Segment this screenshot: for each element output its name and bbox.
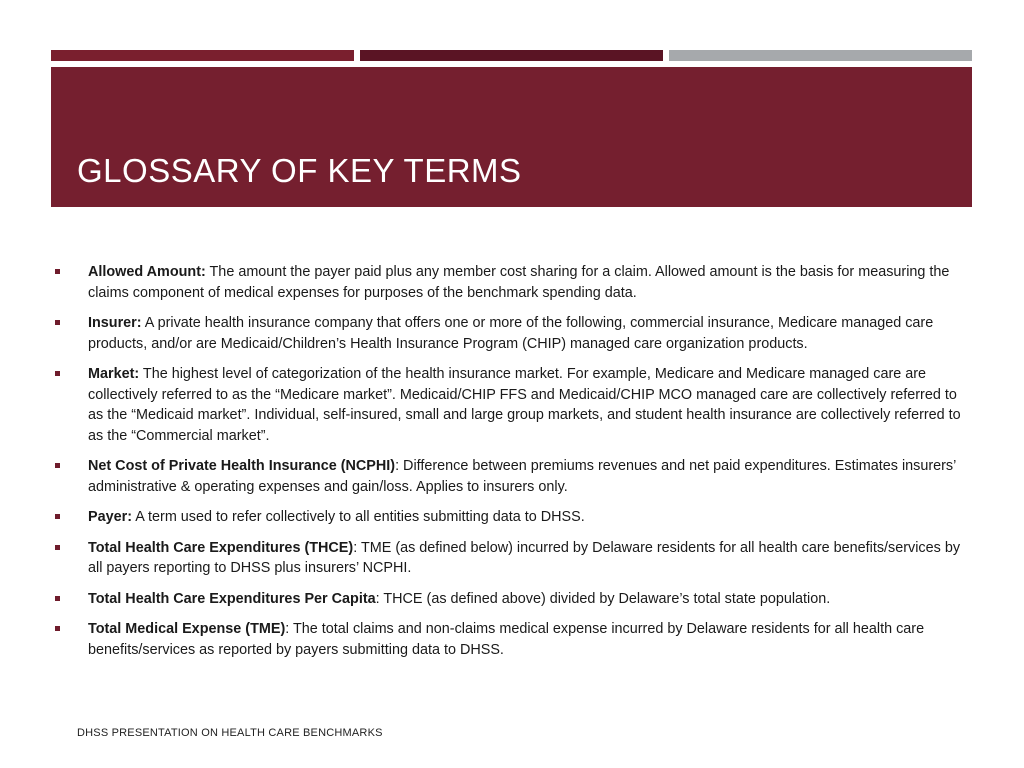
top-accent-bar-2 [360, 50, 663, 61]
title-band [51, 67, 972, 207]
square-bullet-icon [55, 320, 60, 325]
glossary-term: Total Medical Expense (TME) [88, 621, 286, 637]
footer-text: DHSS PRESENTATION ON HEALTH CARE BENCHMARKS [77, 727, 383, 739]
glossary-item [51, 313, 972, 354]
glossary-term: Total Health Care Expenditures (THCE) [88, 539, 354, 556]
square-bullet-icon [55, 463, 60, 468]
glossary-definition: The highest level of categorization of the health insurance market. For example, Medicare and Medicare managed care are collectively referred to as the “Medicare market”. Medicaid/CHIP FFS and Medicaid/CHIP MCO managed care are collectively referred to as the “Medicaid market”. Individual, self-insured, small and large group markets, and student health insurance are collectively referred to as the “Commercial market”. [88, 366, 961, 444]
top-accent-bar-1 [51, 50, 354, 61]
glossary-term: Insurer: [88, 315, 142, 331]
top-accent-bar-3 [669, 50, 972, 61]
glossary-term: Market: [88, 366, 140, 382]
glossary-definition: : Difference between premiums revenues and net paid expenditures. Estimates insurers’ administrative & operating expenses and gain/loss. Applies to insurers only. [88, 458, 956, 495]
glossary-definition: A private health insurance company that offers one or more of the following, commercial insurance, Medicare managed care products, and/or are Medicaid/Children’s Health Insurance Program (CHIP) managed care organization products. [88, 315, 934, 352]
glossary-definition: The amount the payer paid plus any member cost sharing for a claim. Allowed amount is the basis for measuring the claims component of medical expenses for purposes of the benchmark spending data. [88, 264, 950, 301]
glossary-definition: A term used to refer collectively to all entities submitting data to DHSS. [132, 509, 585, 525]
square-bullet-icon [55, 596, 60, 601]
square-bullet-icon [55, 545, 60, 550]
slide-title: GLOSSARY OF KEY TERMS [77, 152, 522, 189]
glossary-list [51, 262, 972, 670]
glossary-item [51, 538, 972, 579]
glossary-definition: : THCE (as defined above) divided by Delaware’s total state population. [375, 590, 831, 607]
glossary-item [51, 507, 972, 528]
square-bullet-icon [55, 371, 60, 376]
glossary-definition: : TME (as defined below) incurred by Delaware residents for all health care benefits/services by all payers reporting to DHSS plus insurers’ NCPHI. [88, 539, 961, 576]
glossary-item [51, 456, 972, 497]
glossary-item [51, 619, 972, 660]
square-bullet-icon [55, 269, 60, 274]
square-bullet-icon [55, 514, 60, 519]
glossary-item [51, 364, 972, 446]
glossary-term: Payer: [88, 509, 133, 525]
glossary-term: Allowed Amount: [88, 264, 206, 280]
glossary-term: Net Cost of Private Health Insurance (NCPHI) [88, 458, 396, 474]
glossary-definition: : The total claims and non-claims medical expense incurred by Delaware residents for all health care benefits/services as reported by payers submitting data to DHSS. [88, 621, 925, 658]
square-bullet-icon [55, 626, 60, 631]
glossary-term: Total Health Care Expenditures Per Capita [88, 590, 376, 607]
glossary-item [51, 262, 972, 303]
glossary-item [51, 589, 972, 610]
